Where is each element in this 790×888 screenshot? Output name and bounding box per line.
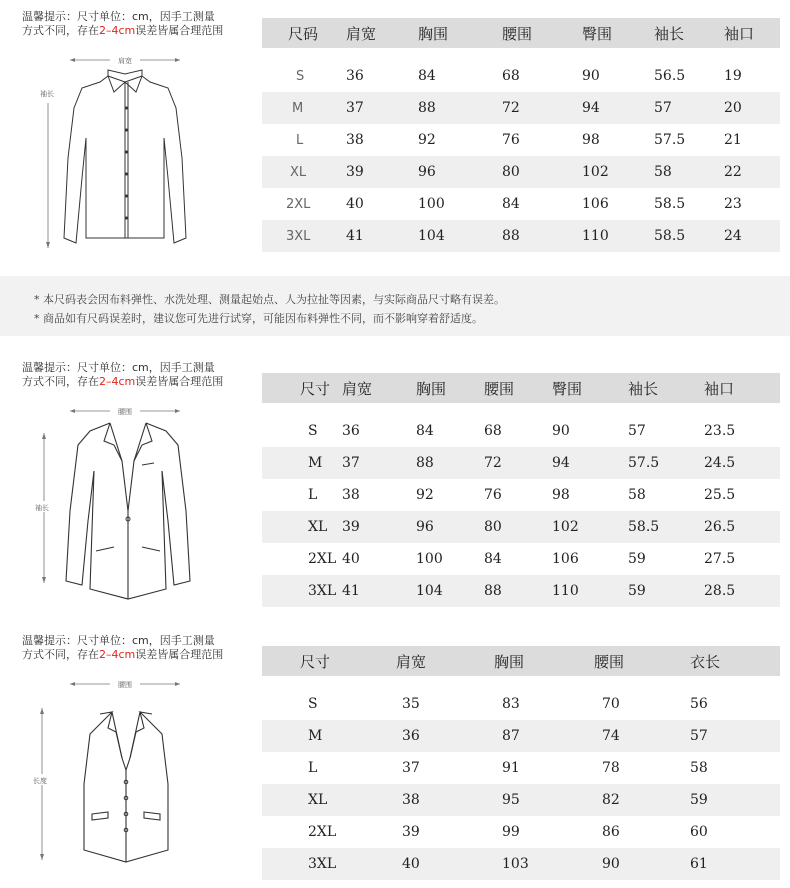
header-cell: 臀围 bbox=[552, 373, 628, 403]
notes-band bbox=[0, 276, 790, 336]
sleeve-length-label: 袖长 bbox=[40, 90, 54, 98]
table-row: L 38 92 76 98 58 25.5 bbox=[308, 487, 736, 503]
table-row: XL 38 95 82 59 bbox=[262, 784, 780, 816]
blazer-size-table bbox=[262, 373, 780, 607]
header-cell: 袖长 bbox=[654, 18, 724, 48]
table-row: S 36 84 68 90 57 23.5 bbox=[308, 423, 736, 439]
body-length-label: 长度 bbox=[33, 777, 47, 785]
header-cell: 肩宽 bbox=[346, 18, 418, 48]
table-row: XL 39 96 80 102 58 22 bbox=[262, 156, 780, 188]
shoulder-width-label: 肩宽 bbox=[118, 57, 132, 65]
note-text: * 本尺码表会因布料弹性、水洗处理、测量起始点、人为拉扯等因素，与实际商品尺寸略有误差。 bbox=[34, 293, 505, 306]
header-cell: 胸围 bbox=[416, 373, 484, 403]
header-cell: 尺寸 bbox=[262, 373, 342, 403]
table-row: L 37 91 78 58 bbox=[308, 760, 708, 776]
vest-diagram bbox=[30, 674, 200, 884]
table-row: S 35 83 70 56 bbox=[308, 696, 708, 712]
table-row: M 37 88 72 94 57.5 24.5 bbox=[262, 447, 780, 479]
shirt-size-table bbox=[262, 18, 780, 252]
measurement-tip: 温馨提示：尺寸单位：cm，因手工测量 方式不同，存在2–4cm误差皆属合理范围 bbox=[22, 634, 224, 661]
sleeve-length-label: 袖长 bbox=[35, 504, 49, 512]
table-row: 3XL 40 103 90 61 bbox=[262, 848, 780, 880]
header-cell: 袖长 bbox=[628, 373, 696, 403]
blazer-diagram bbox=[30, 401, 200, 606]
header-cell: 腰围 bbox=[484, 373, 552, 403]
waist-label: 腰围 bbox=[118, 408, 132, 416]
measurement-tip: 温馨提示：尺寸单位：cm，因手工测量 方式不同，存在2–4cm误差皆属合理范围 bbox=[22, 10, 224, 37]
table-row: 2XL 39 99 86 60 bbox=[308, 824, 708, 840]
header-cell: 腰围 bbox=[554, 646, 650, 676]
table-row: M 36 87 74 57 bbox=[262, 720, 780, 752]
header-cell: 袖口 bbox=[724, 18, 780, 48]
vest-size-table bbox=[262, 646, 780, 880]
header-cell: 胸围 bbox=[418, 18, 502, 48]
header-cell: 肩宽 bbox=[356, 646, 454, 676]
shirt-section bbox=[0, 0, 790, 270]
vest-section bbox=[0, 628, 790, 888]
header-cell: 尺寸 bbox=[262, 646, 356, 676]
header-cell: 胸围 bbox=[454, 646, 554, 676]
table-row: L 38 92 76 98 57.5 21 bbox=[296, 132, 742, 148]
note-text: * 商品如有尺码误差时，建议您可先进行试穿，可能因布料弹性不同，而不影响穿着舒适度。 bbox=[34, 312, 483, 325]
table-row: S 36 84 68 90 56.5 19 bbox=[296, 68, 742, 84]
table-row: 2XL 40 100 84 106 59 27.5 bbox=[308, 551, 736, 567]
shirt-diagram bbox=[30, 48, 200, 263]
header-cell: 肩宽 bbox=[342, 373, 416, 403]
blazer-section bbox=[0, 355, 790, 615]
header-cell: 袖口 bbox=[696, 373, 780, 403]
header-cell: 衣长 bbox=[650, 646, 780, 676]
table-row: M 37 88 72 94 57 20 bbox=[262, 92, 780, 124]
header-cell: 尺码 bbox=[262, 18, 346, 48]
table-row: 3XL 41 104 88 110 58.5 24 bbox=[262, 220, 780, 252]
table-row: 3XL 41 104 88 110 59 28.5 bbox=[262, 575, 780, 607]
waist-label: 腰围 bbox=[118, 681, 132, 689]
measurement-tip: 温馨提示：尺寸单位：cm，因手工测量 方式不同，存在2–4cm误差皆属合理范围 bbox=[22, 361, 224, 388]
table-row: 2XL 40 100 84 106 58.5 23 bbox=[286, 196, 742, 212]
table-header-row bbox=[262, 373, 780, 403]
header-cell: 臀围 bbox=[582, 18, 654, 48]
table-header-row bbox=[262, 18, 780, 48]
header-cell: 腰围 bbox=[502, 18, 582, 48]
table-row: XL 39 96 80 102 58.5 26.5 bbox=[262, 511, 780, 543]
table-header-row bbox=[262, 646, 780, 676]
